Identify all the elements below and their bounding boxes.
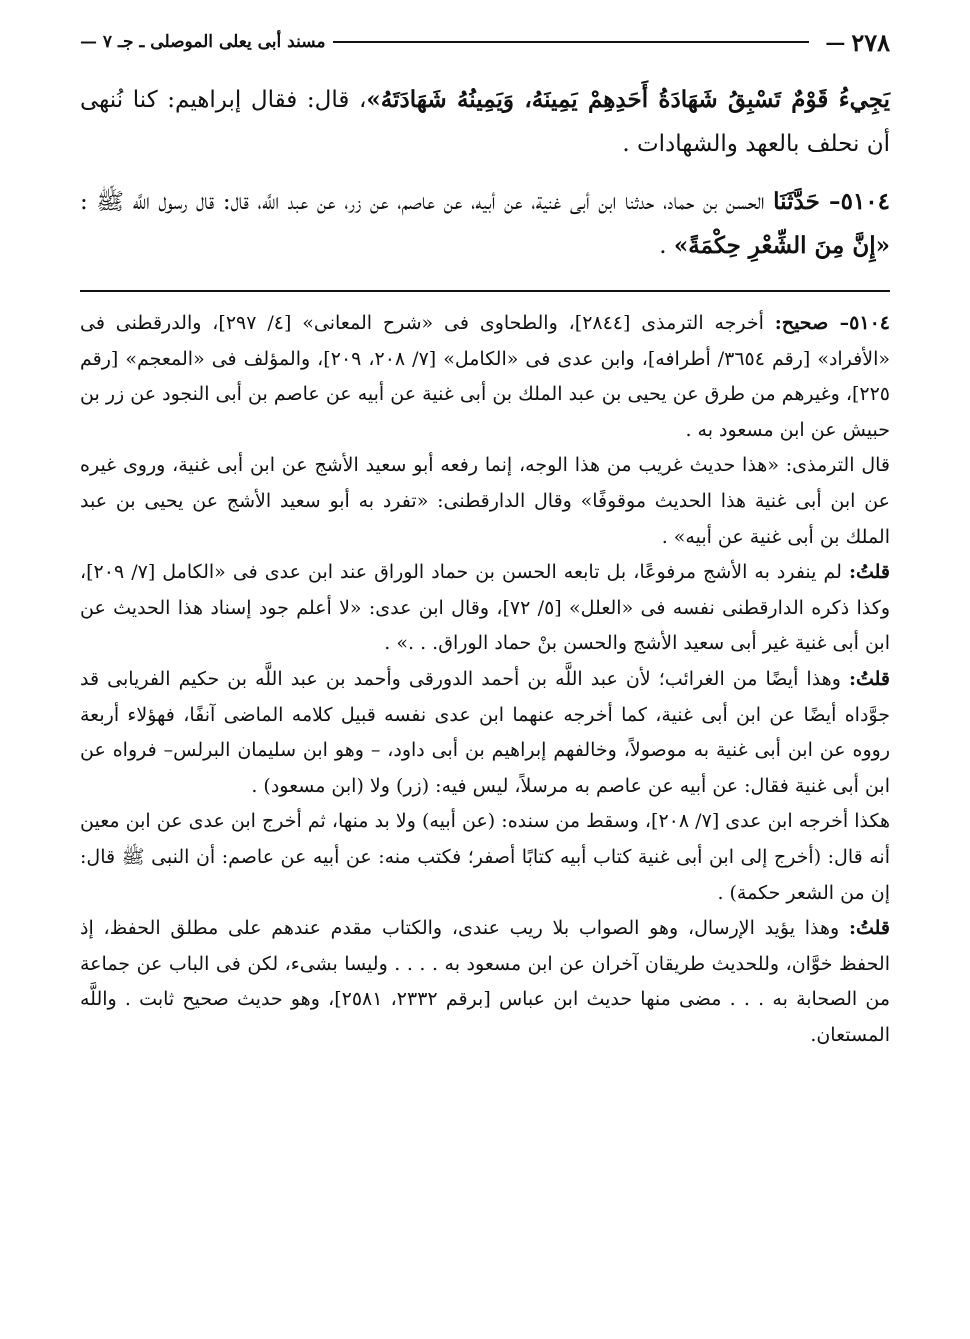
hadith-isnad: الحسن بن حماد، حدثنا ابن أبى غنية، عن أبيه، عن عاصم، عن زر، عن عبد اللَّه، قال: قال رسول اللَّه ﷺ : bbox=[80, 189, 774, 215]
prev-hadith-rest: ، قال: فقال إبراهيم: كنا نُنهى أن نحلف بالعهد والشهادات . bbox=[80, 87, 890, 157]
hadith-matn: «إِنَّ مِنَ الشِّعْرِ حِكْمَةً» bbox=[673, 232, 890, 259]
qultu-label: قلتُ: bbox=[848, 667, 890, 690]
hadith-end: . bbox=[659, 233, 674, 259]
header-dash: — bbox=[825, 30, 846, 54]
prophetic-quote: يَجِيءُ قَوْمٌ تَسْبِقُ شَهَادَةُ أَحَدِهِمْ يَمِينَهُ، وَيَمِينُهُ شَهَادَتَهُ» bbox=[366, 86, 890, 113]
header-rule bbox=[333, 41, 809, 43]
footnote-ibn-adi: هكذا أخرجه ابن عدى [٧/ ٢٠٨]، وسقط من سنده: (عن أبيه) ولا بد منها، ثم أخرج ابن عدى عن ابن معين أنه قال: (أخرج إلى ابن أبى غنية كتاب أبيه كتابًا أصفر؛ فكتب منه: عن أبيه عن عاصم: أن النبى ﷺ قال: إن من الشعر حكمة) . bbox=[80, 810, 890, 904]
footnotes bbox=[80, 306, 890, 1053]
hadith-lead: – حَدَّثَنَا bbox=[773, 188, 841, 215]
qultu-label: قلتُ: bbox=[848, 917, 890, 940]
footnote-takhrij-text: أخرجه الترمذى [٢٨٤٤]، والطحاوى فى «شرح المعانى» [٤/ ٢٩٧]، والدرقطنى فى «الأفراد» [رقم ٣٦٥٤/ أطرافه]، وابن عدى فى «الكامل» [٧/ ٢٠٨، ٢٠٩]، والمؤلف فى «المعجم» [رقم ٢٢٥]، وغيرهم من طرق عن يحيى بن عبد الملك بن أبى غنية عن أبيه عن عاصم بن أبى النجود عن زر بن حبيش عن ابن مسعود به . bbox=[80, 312, 890, 441]
main-text bbox=[80, 78, 890, 268]
document-page bbox=[80, 22, 890, 1319]
hadith-number: ٥١٠٤ bbox=[840, 188, 890, 215]
footnote-qultu-3 bbox=[80, 911, 890, 1053]
footnote-head: ٥١٠٤– صحيح: bbox=[774, 312, 890, 334]
page-header bbox=[80, 22, 890, 62]
qultu-3-text: وهذا يؤيد الإرسال، وهو الصواب بلا ريب عندى، والكتاب مقدم عندهم على مطلق الحفظ، إذ الحفظ خوَّان، وللحديث طريقان آخران عن ابن مسعود به . . . . وليسا بشىء، لكن فى الباب عن جماعة من الصحابة به . . . مضى منها حديث ابن عباس [برقم ٢٣٣٢، ٢٥٨١]، وهو حديث صحيح ثابت . واللَّه المستعان. bbox=[80, 917, 891, 1046]
footnote-qultu-2 bbox=[80, 662, 890, 804]
footnote-qultu-1 bbox=[80, 555, 890, 662]
hadith-5104 bbox=[80, 180, 890, 268]
qultu-label: قلتُ: bbox=[848, 561, 890, 584]
running-title: مسند أبى يعلى الموصلى ـ جـ ٧ — bbox=[80, 32, 326, 52]
footnote-takhrij bbox=[80, 306, 890, 448]
previous-hadith-end bbox=[80, 78, 890, 166]
qultu-2-text: وهذا أيضًا من الغرائب؛ لأن عبد اللَّه بن أحمد الدورقى وأحمد بن عبد اللَّه بن حكيم الفريابى قد جوَّداه أيضًا عن ابن أبى غنية، كما أخرجه عنهما ابن عدى نفسه قبيل كلامه الماضى آنفًا، فهؤلاء أربعة رووه عن ابن أبى غنية به موصولاً، وخالفهم إبراهيم بن أبى داود، – وهو ابن سليمان البرلس– فرواه عن ابن أبى غنية فقال: عن أبيه عن عاصم به مرسلاً، ليس فيه: (زر) ولا (ابن مسعود) . bbox=[80, 667, 890, 797]
qultu-1-text: لم ينفرد به الأشج مرفوعًا، بل تابعه الحسن بن حماد الوراق عند ابن عدى فى «الكامل [٧/ ٢٠٩]، وكذا ذكره الدارقطنى نفسه فى «العلل» [٥/ ٧٢]، وقال ابن عدى: «لا أعلم جود إسناد هذا الحديث عن ابن أبى غنية غير أبى سعيد الأشج والحسن بنْ حماد الوراق. . .» . bbox=[80, 561, 890, 655]
footnote-separator bbox=[80, 290, 890, 292]
page-number: ٢٧٨ bbox=[851, 27, 890, 57]
footnote-tirmidhi: قال الترمذى: «هذا حديث غريب من هذا الوجه، إنما رفعه أبو سعيد الأشج عن ابن أبى غنية، وروى غيره عن ابن أبى غنية هذا الحديث موقوفًا» وقال الدارقطنى: «تفرد به أبو سعيد الأشج عن يحيى بن عبد الملك بن أبى غنية عن أبيه» . bbox=[80, 454, 890, 548]
